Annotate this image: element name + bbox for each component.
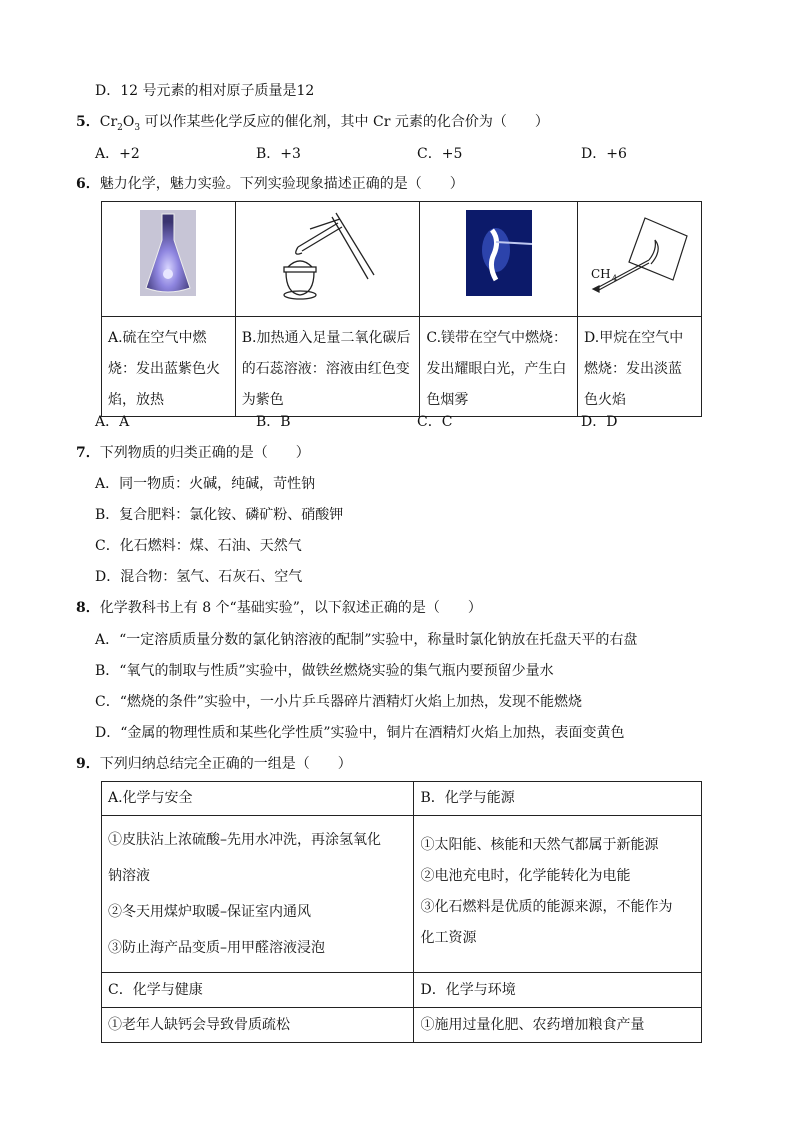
q6-cell-a: A.硫在空气中燃烧：发出蓝紫色火焰，放热 <box>102 317 236 417</box>
magnesium-photo-cell <box>420 202 578 317</box>
q9-cell-b <box>414 816 702 973</box>
q6-option-a[interactable]: A．A <box>95 414 130 430</box>
q5-sub-3: 3 <box>134 122 141 133</box>
q8-option-b[interactable]: B．“氧气的制取与性质”实验中，做铁丝燃烧实验的集气瓶内要预留少量水 <box>95 663 554 679</box>
q6-option-d[interactable]: D．D <box>581 414 618 430</box>
q9-a-item-1-cont: 钠溶液 <box>108 868 150 884</box>
q6-option-c[interactable]: C．C <box>417 414 453 430</box>
q5-option-d[interactable]: D．+6 <box>581 146 627 162</box>
q8-option-c[interactable]: C．“燃烧的条件”实验中，一小片乒乓器碎片酒精灯火焰上加热，发现不能燃烧 <box>95 694 583 710</box>
q9-a-item-1: ①皮肤沾上浓硫酸–先用水冲洗，再涂氢氧化 <box>108 832 381 848</box>
q6-cell-b: B.加热通入足量二氧化碳后的石蕊溶液：溶液由红色变为紫色 <box>235 317 420 417</box>
q9-a-item-2: ②冬天用煤炉取暖–保证室内通风 <box>108 904 311 920</box>
q9-a-item-3: ③防止海产品变质–用甲醛溶液浸泡 <box>108 940 325 956</box>
q7-stem-text: 下列物质的归类正确的是（ ） <box>99 445 310 461</box>
q9-cell-d <box>414 1008 702 1043</box>
q7-option-d[interactable]: D．混合物：氢气、石灰石、空气 <box>95 569 303 585</box>
q8-stem <box>76 598 482 618</box>
q5-stem <box>76 112 549 138</box>
methane-burning-diagram <box>585 210 695 296</box>
q9-b-item-2: ②电池充电时，化学能转化为电能 <box>420 868 631 884</box>
q6-option-b[interactable]: B．B <box>256 414 291 430</box>
q5-formula-o: O <box>122 114 135 130</box>
sulfur-flask-photo-cell <box>102 202 236 317</box>
q5-number: 5． <box>76 114 100 130</box>
q7-stem <box>76 443 310 463</box>
q9-b-item-1: ①太阳能、核能和天然气都属于新能源 <box>420 837 659 853</box>
q5-option-a[interactable]: A．+2 <box>95 146 140 162</box>
q9-number: 9． <box>76 756 100 772</box>
q7-option-a[interactable]: A．同一物质：火碱，纯碱，苛性钠 <box>95 476 316 492</box>
methane-burner-cell <box>578 202 702 317</box>
q6-stem <box>76 174 464 194</box>
q6-cell-d: D.甲烷在空气中燃烧：发出淡蓝色火焰 <box>578 317 702 417</box>
q9-header-a: A.化学与安全 <box>102 782 414 816</box>
q5-stem-text: 可以作某些化学反应的催化剂，其中 Cr 元素的化合价为（ ） <box>140 114 549 130</box>
q4-option-d: D．12 号元素的相对原子质量是12 <box>95 83 315 99</box>
sulfur-burning-flask-image <box>140 210 196 296</box>
ch4-subscript: 4 <box>611 274 617 283</box>
q9-stem <box>76 754 352 774</box>
q5-options <box>95 144 715 164</box>
q6-table <box>101 201 702 417</box>
q5-option-b[interactable]: B．+3 <box>256 146 301 162</box>
q6-options <box>95 412 715 432</box>
q9-d-item-1: ①施用过量化肥、农药增加粮食产量 <box>420 1017 645 1033</box>
q9-table <box>101 781 702 1043</box>
magnesium-burning-image <box>466 210 532 296</box>
q6-cell-c: C.镁带在空气中燃烧：发出耀眼白光，产生白色烟雾 <box>420 317 578 417</box>
q9-b-item-3: ③化石燃料是优质的能源来源，不能作为 <box>420 899 673 915</box>
q9-header-b: B．化学与能源 <box>414 782 702 816</box>
q9-b-item-3-cont: 化工资源 <box>420 930 477 946</box>
q9-cell-a <box>102 816 414 973</box>
q8-option-a[interactable]: A．“一定溶质质量分数的氯化钠溶液的配制”实验中，称量时氯化钠放在托盘天平的右盘 <box>95 632 638 648</box>
q9-stem-text: 下列归纳总结完全正确的一组是（ ） <box>99 756 352 772</box>
q7-number: 7． <box>76 445 100 461</box>
q5-formula-cr: Cr <box>99 114 118 130</box>
q6-stem-text: 魅力化学，魅力实验。下列实验现象描述正确的是（ ） <box>99 176 464 192</box>
heating-test-tube-diagram <box>278 205 378 301</box>
heating-tube-cell <box>235 202 420 317</box>
q5-option-c[interactable]: C．+5 <box>417 146 463 162</box>
q6-number: 6． <box>76 176 100 192</box>
q9-cell-c <box>102 1008 414 1043</box>
q9-header-c: C．化学与健康 <box>102 973 414 1008</box>
q5-sub-2: 2 <box>117 122 123 133</box>
q7-option-b[interactable]: B．复合肥料：氯化铵、磷矿粉、硝酸钾 <box>95 507 344 523</box>
q8-option-d[interactable]: D．“金属的物理性质和某些化学性质”实验中，铜片在酒精灯火焰上加热，表面变黄色 <box>95 725 625 741</box>
q9-c-item-1: ①老年人缺钙会导致骨质疏松 <box>108 1017 290 1033</box>
q8-number: 8． <box>76 600 100 616</box>
q8-stem-text: 化学教科书上有 8 个“基础实验”，以下叙述正确的是（ ） <box>99 600 482 616</box>
ch4-label: CH <box>590 267 611 281</box>
q7-option-c[interactable]: C．化石燃料：煤、石油、天然气 <box>95 538 302 554</box>
q9-header-d: D．化学与环境 <box>414 973 702 1008</box>
